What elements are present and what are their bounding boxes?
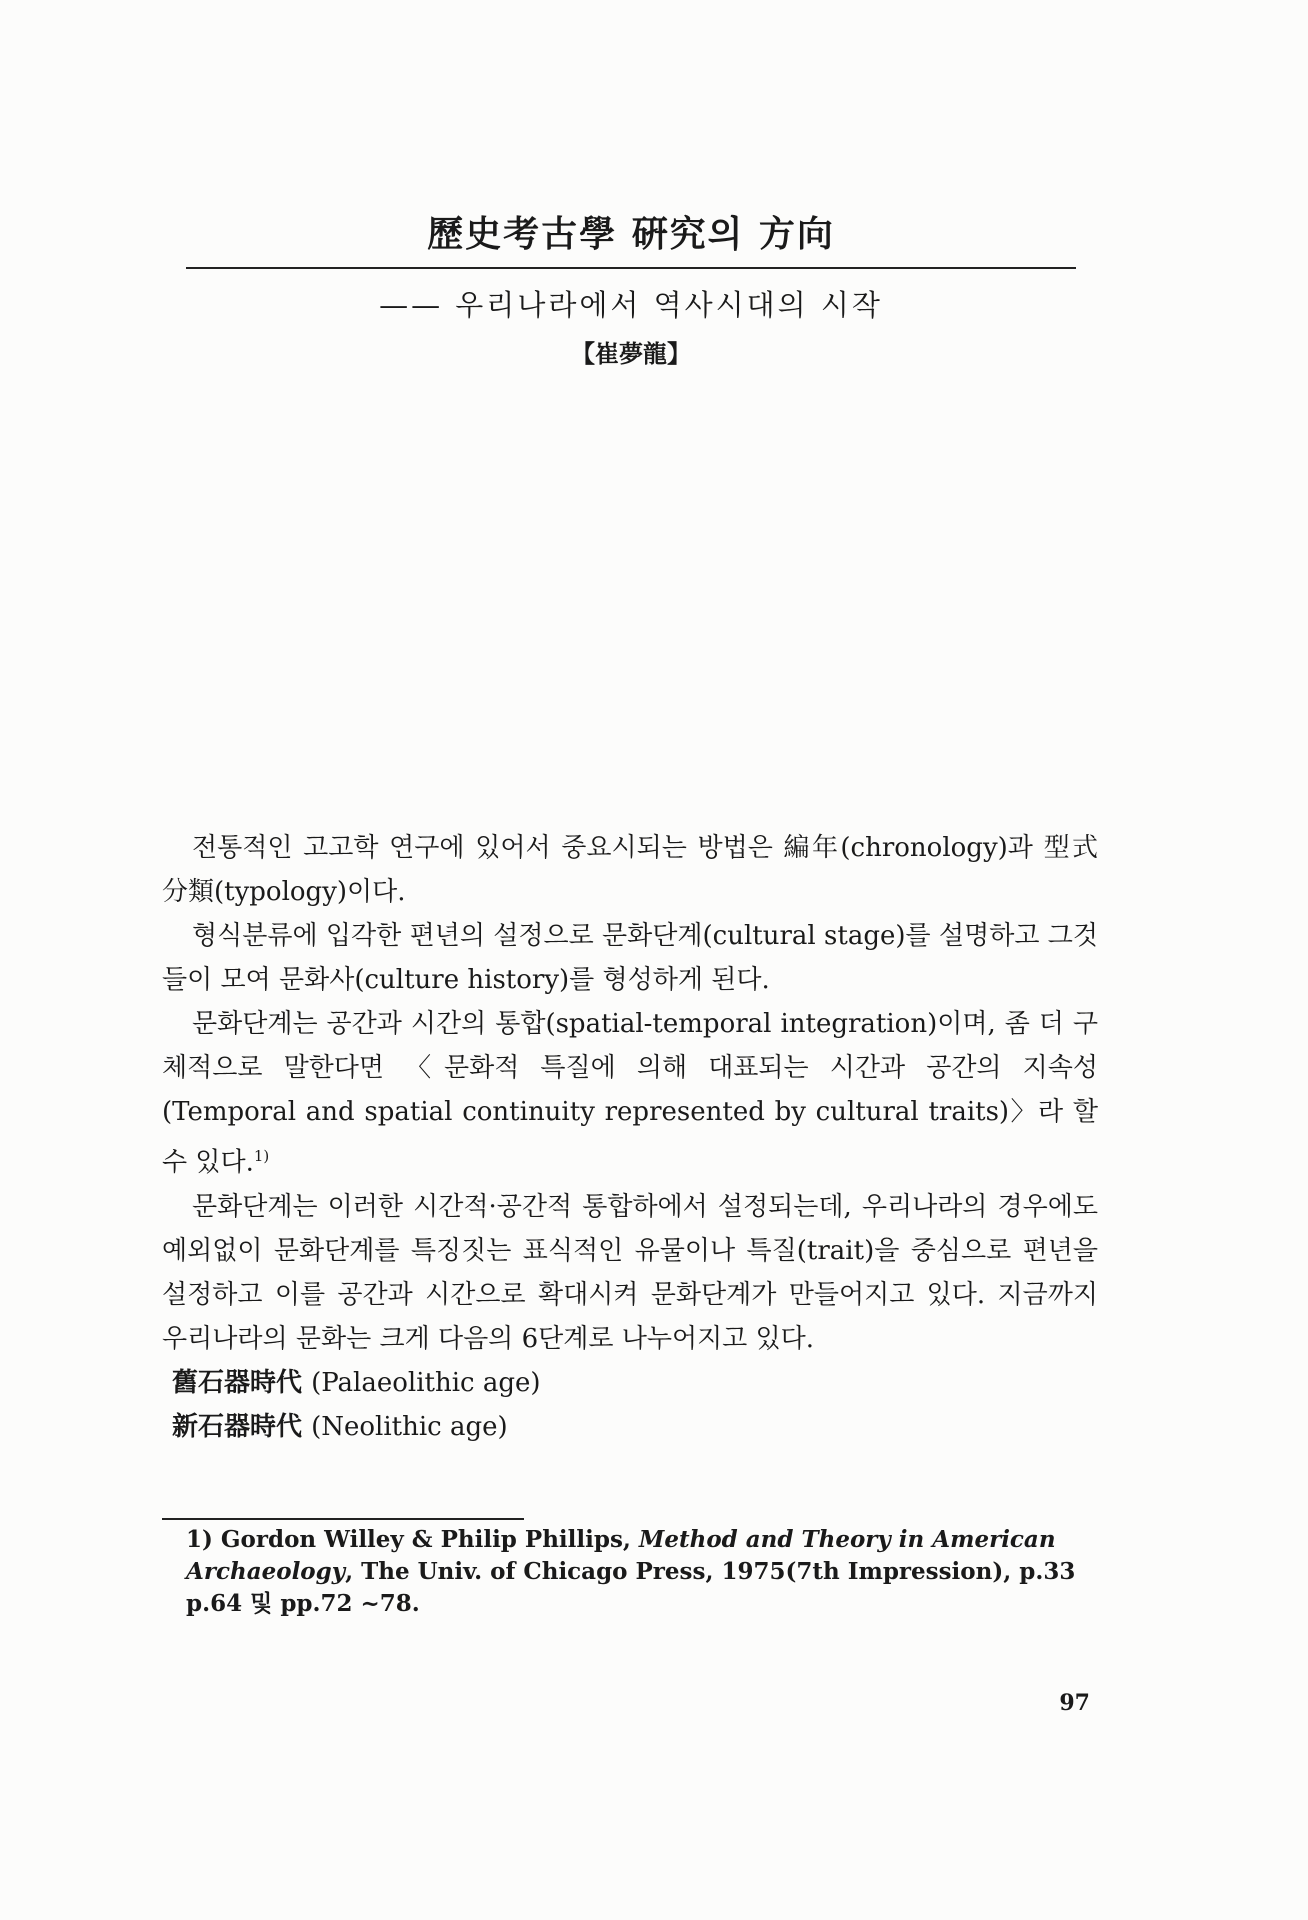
footnote-mark: 1): [186, 1526, 213, 1553]
paragraph-3: [162, 1002, 1098, 1185]
article-body: [162, 826, 1098, 1449]
period-english: (Neolithic age): [311, 1411, 508, 1442]
paragraph-1: 전통적인 고고학 연구에 있어서 중요시되는 방법은 編年(chronology)과 型式分類(typology)이다.: [162, 833, 1098, 907]
period-hanja: 新石器時代: [172, 1411, 303, 1442]
period-item: [172, 1405, 1098, 1449]
article-title: 歷史考古學 硏究의 方向: [186, 206, 1076, 269]
article-header: [186, 206, 1076, 369]
footnote-reference: 1): [253, 1147, 270, 1165]
footnote-divider: [162, 1518, 524, 1520]
paragraph-3-text: 문화단계는 공간과 시간의 통합(spatial-temporal integration)이며, 좀 더 구체적으로 말한다면 〈문화적 특질에 의해 대표되는 시간과 공간의 지속성 (Temporal and spatial continuity represented by cultural traits)〉라 할 수 있다.: [162, 1009, 1098, 1178]
footnote-book-title: Method and Theory in American Archaeology: [186, 1526, 1056, 1585]
period-hanja: 舊石器時代: [172, 1367, 303, 1398]
article-subtitle: —— 우리나라에서 역사시대의 시작: [379, 288, 883, 322]
footnote: [186, 1524, 1086, 1620]
article-author: 【崔夢龍】: [571, 339, 691, 368]
footnote-text-a: Gordon Willey & Philip Phillips,: [220, 1526, 639, 1553]
paragraph-4: 문화단계는 이러한 시간적·공간적 통합하에서 설정되는데, 우리나라의 경우에도 예외없이 문화단계를 특징짓는 표식적인 유물이나 특질(trait)을 중심으로 편년을 설정하고 이를 공간과 시간으로 확대시켜 문화단계가 만들어지고 있다. 지금까지 우리나라의 문화는 크게 다음의 6단계로 나누어지고 있다.: [162, 1191, 1098, 1354]
footnote-text-b: , The Univ. of Chicago Press, 1975(7th Impression), p.33 p.64 및 pp.72 ~78.: [186, 1558, 1076, 1617]
period-english: (Palaeolithic age): [311, 1367, 541, 1398]
paragraph-2: 형식분류에 입각한 편년의 설정으로 문화단계(cultural stage)를 설명하고 그것들이 모여 문화사(culture history)를 형성하게 된다.: [162, 921, 1098, 995]
page-number: 97: [1059, 1690, 1090, 1716]
period-item: [172, 1361, 1098, 1405]
